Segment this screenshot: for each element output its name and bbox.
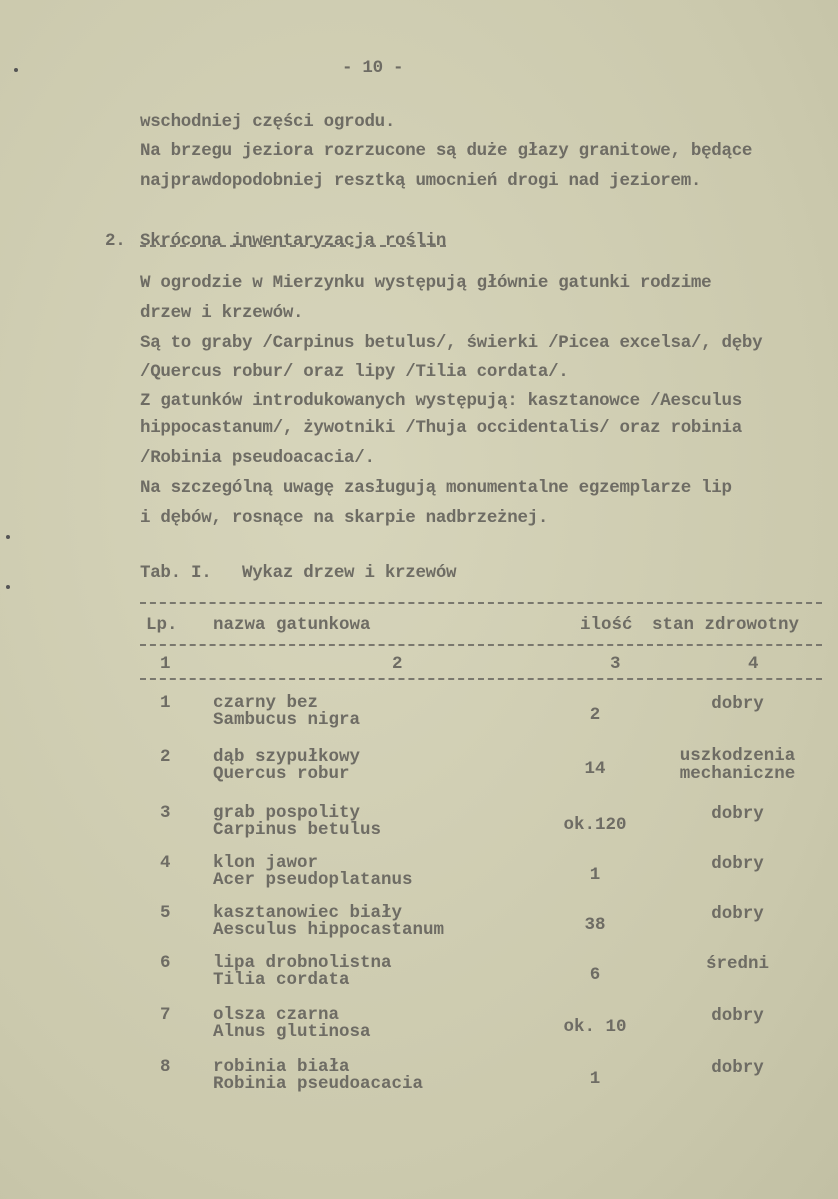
row-lp: 7 xyxy=(160,1005,171,1025)
punch-hole-mark xyxy=(6,585,10,589)
row-lp: 3 xyxy=(160,803,171,823)
text-line: Na brzegu jeziora rozrzucone są duże głazy granitowe, będące xyxy=(140,141,753,161)
text-line: /Quercus robur/ oraz lipy /Tilia cordata/. xyxy=(140,362,569,382)
text-line: hippocastanum/, żywotniki /Thuja occidentalis/ oraz robinia xyxy=(140,418,742,438)
species-polish: klon jawor xyxy=(213,853,319,873)
col-number: 2 xyxy=(392,654,403,674)
header-state: stan zdrowotny xyxy=(652,615,800,635)
table-row xyxy=(140,853,822,903)
table-row xyxy=(140,1005,822,1055)
table-row xyxy=(140,903,822,953)
text-line: Z gatunków introdukowanych występują: kasztanowce /Aesculus xyxy=(140,391,742,411)
species-latin: Carpinus betulus xyxy=(213,820,382,840)
table-rule xyxy=(140,644,822,646)
punch-hole-mark xyxy=(14,68,18,72)
species-polish: lipa drobnolistna xyxy=(213,953,392,973)
row-count: 2 xyxy=(589,705,601,725)
table-row xyxy=(140,1057,822,1107)
row-lp: 2 xyxy=(160,747,171,767)
col-number: 3 xyxy=(610,654,621,674)
species-polish: czarny bez xyxy=(213,693,319,713)
header-name: nazwa gatunkowa xyxy=(213,615,371,635)
table-rule xyxy=(140,678,822,680)
row-state: dobry xyxy=(711,854,764,874)
row-lp: 1 xyxy=(160,693,171,713)
row-lp: 5 xyxy=(160,903,171,923)
text-line: Są to graby /Carpinus betulus/, świerki /Picea excelsa/, dęby xyxy=(140,333,763,353)
species-latin: Robinia pseudoacacia xyxy=(213,1074,424,1094)
row-state: dobry xyxy=(711,1006,764,1026)
table-row xyxy=(140,953,822,1003)
species-polish: kasztanowiec biały xyxy=(213,903,403,923)
text-line: /Robinia pseudoacacia/. xyxy=(140,448,375,468)
table-row xyxy=(140,803,822,853)
header-count: ilość xyxy=(580,615,633,635)
punch-hole-mark xyxy=(6,535,10,539)
species-polish: dąb szypułkowy xyxy=(213,747,361,767)
col-number: 1 xyxy=(160,654,171,674)
section-title: Skrócona inwentaryzacja roślin xyxy=(140,231,447,251)
header-lp: Lp. xyxy=(146,615,178,635)
row-state: dobry xyxy=(711,694,764,714)
row-lp: 8 xyxy=(160,1057,171,1077)
text-line: W ogrodzie w Mierzynku występują głównie gatunki rodzime xyxy=(140,273,712,293)
page-number: - 10 - xyxy=(342,58,404,78)
row-count: 38 xyxy=(584,915,606,935)
species-latin: Aesculus hippocastanum xyxy=(213,920,445,940)
text-line: Na szczególną uwagę zasługują monumentalne egzemplarze lip xyxy=(140,478,732,498)
table-row xyxy=(140,747,822,797)
row-count: 6 xyxy=(589,965,601,985)
row-count: 1 xyxy=(589,865,601,885)
text-line: najprawdopodobniej resztką umocnień drogi nad jeziorem. xyxy=(140,171,702,191)
row-state: uszkodzenia mechaniczne xyxy=(679,746,796,784)
row-count: ok. 10 xyxy=(563,1017,627,1037)
row-state: dobry xyxy=(711,1058,764,1078)
section-number: 2. xyxy=(105,231,126,251)
table-row xyxy=(140,693,822,743)
row-lp: 4 xyxy=(160,853,171,873)
species-latin: Tilia cordata xyxy=(213,970,350,990)
table-rule xyxy=(140,602,822,604)
col-number: 4 xyxy=(748,654,759,674)
row-count: ok.120 xyxy=(563,815,627,835)
row-state: średni xyxy=(705,954,769,974)
species-polish: robinia biała xyxy=(213,1057,350,1077)
row-count: 1 xyxy=(589,1069,601,1089)
row-count: 14 xyxy=(584,759,606,779)
species-latin: Alnus glutinosa xyxy=(213,1022,371,1042)
species-polish: grab pospolity xyxy=(213,803,361,823)
species-latin: Quercus robur xyxy=(213,764,350,784)
species-polish: olsza czarna xyxy=(213,1005,340,1025)
species-latin: Acer pseudoplatanus xyxy=(213,870,413,890)
row-state: dobry xyxy=(711,804,764,824)
text-line: wschodniej części ogrodu. xyxy=(140,112,396,132)
table-caption: Tab. I. Wykaz drzew i krzewów xyxy=(140,563,457,583)
row-state: dobry xyxy=(711,904,764,924)
text-line: drzew i krzewów. xyxy=(140,303,304,323)
species-latin: Sambucus nigra xyxy=(213,710,361,730)
row-lp: 6 xyxy=(160,953,171,973)
text-line: i dębów, rosnące na skarpie nadbrzeżnej. xyxy=(140,508,549,528)
